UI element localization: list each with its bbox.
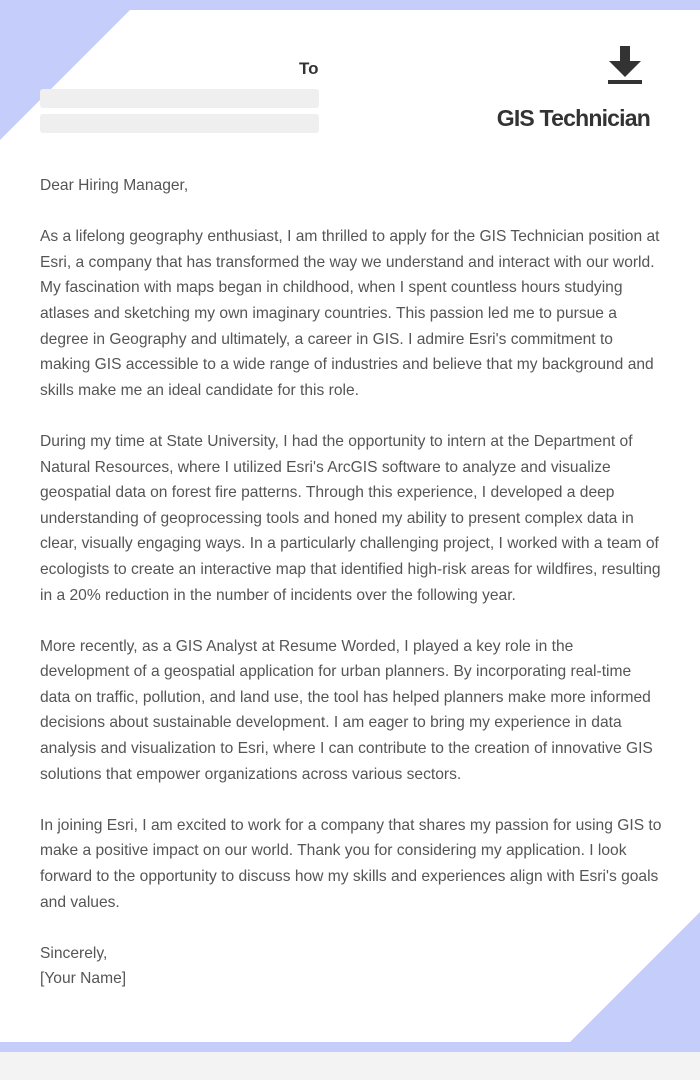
job-title: GIS Technician — [496, 105, 650, 131]
download-icon[interactable] — [607, 46, 643, 84]
recipient-label: To — [299, 59, 319, 78]
letter-paragraph: As a lifelong geography enthusiast, I am thrilled to apply for the GIS Technician position at Esri, a company that has transformed the way we understand and interact with our world. My fascination with maps began in childhood, when I spent countless hours studying atlases and sketching my own imaginary countries. This passion led me to pursue a degree in Geography and ultimately, a career in GIS. I admire Esri's commitment to making GIS accessible to a wide range of industries and believe that my background and skills make me an ideal candidate for this role. — [40, 228, 660, 399]
recipient-address-placeholder — [40, 114, 319, 133]
recipient-name-placeholder — [40, 89, 319, 108]
salutation: Dear Hiring Manager, — [40, 177, 189, 194]
letter-paragraph: In joining Esri, I am excited to work for a company that shares my passion for using GIS to make a positive impact on our world. Thank you for considering my application. I look forward to the opportunity to discuss how my skills and experiences align with Esri's goals and values. — [40, 816, 662, 911]
letter-sheet — [0, 10, 700, 1042]
letter-body — [40, 173, 665, 992]
letter-paragraph: During my time at State University, I had the opportunity to intern at the Department of Natural Resources, where I utilized Esri's ArcGIS software to analyze and visualize geospatial data on forest fire patterns. Through this experience, I developed a deep understanding of geoprocessing tools and honed my ability to present complex data in clear, visually engaging ways. In a particularly challenging project, I worked with a team of ecologists to create an interactive map that identified high-risk areas for wildfires, resulting in a 20% reduction in the number of incidents over the following year. — [40, 432, 661, 604]
letter-paragraph: More recently, as a GIS Analyst at Resume Worded, I played a key role in the development of a geospatial application for urban planners. By incorporating real-time data on traffic, pollution, and land use, the tool has helped planners make more informed decisions about sustainable development. I am eager to bring my experience in data analysis and visualization to Esri, where I can contribute to the creation of innovative GIS solutions that empower organizations across various sectors. — [40, 637, 653, 783]
closing: Sincerely, — [40, 944, 108, 962]
signature: [Your Name] — [40, 970, 127, 988]
